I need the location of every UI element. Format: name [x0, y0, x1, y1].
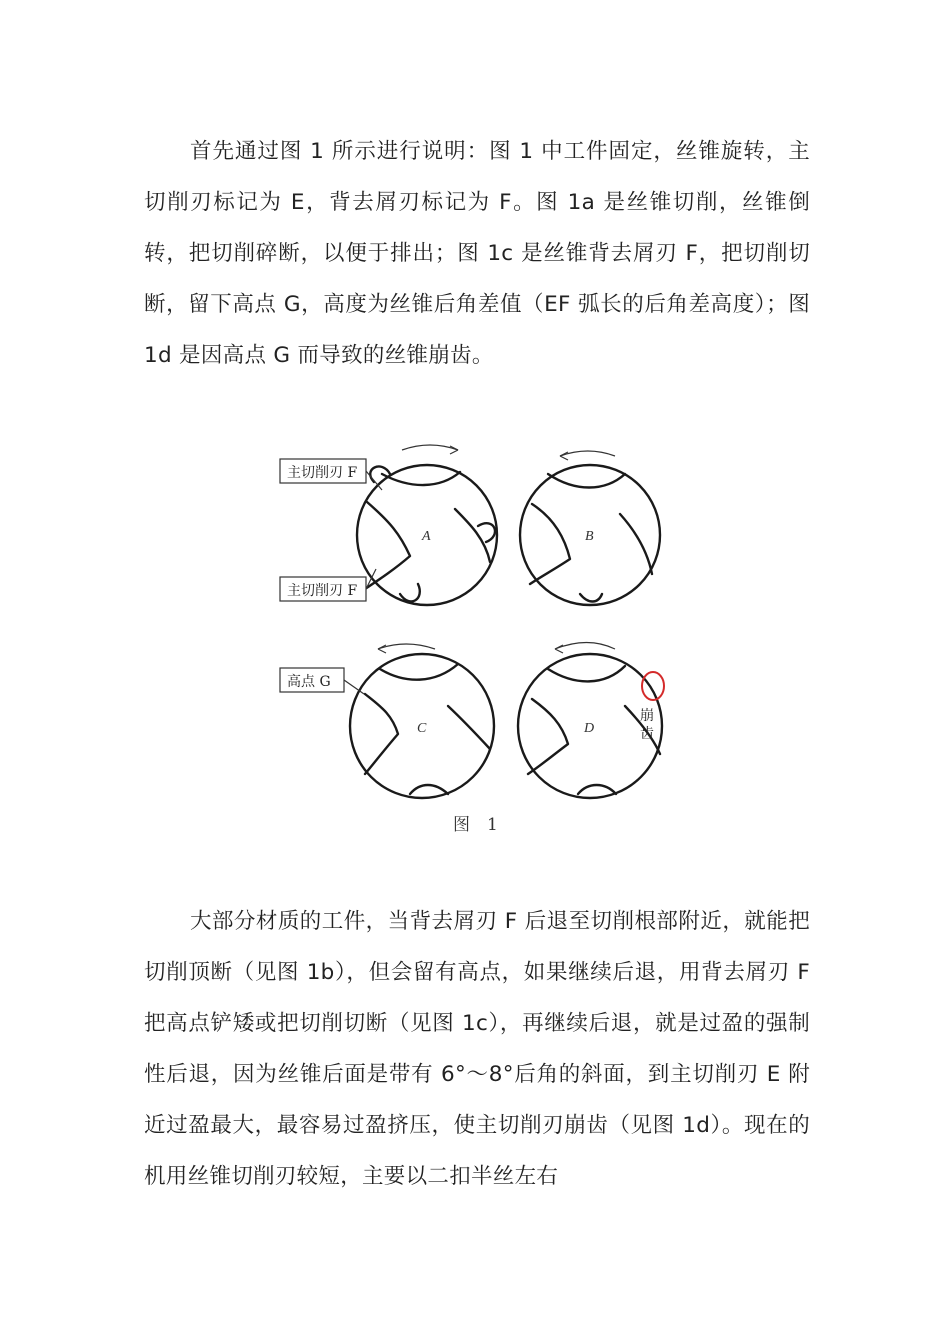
panel-c-rotation-arrow — [378, 644, 435, 649]
panel-b-letter: B — [585, 529, 594, 544]
callout-high-point — [280, 668, 364, 694]
panel-b-rotation-arrow — [560, 451, 615, 456]
panel-a-chip-3 — [400, 584, 420, 601]
panel-b — [520, 451, 660, 605]
panel-b-flute-1 — [530, 504, 570, 584]
paragraph-explanation: 大部分材质的工件，当背去屑刃 F 后退至切削根部附近，就能把切削顶断（见图 1b），但会留有高点，如果继续后退，用背去屑刃 F 把高点铲矮或把切削切断（见图 1c），再继续后退，就是过盈的强制性后退，因为丝锥后面是带有 6°～8°后角的斜面，到主切削刃 E 附近过盈最大，最容易过盈挤压，使主切削刃崩齿（见图 1d）。现在的机用丝锥切削刃较短，主要以二扣半丝左右 — [144, 909, 810, 1189]
panel-b-flute-4 — [580, 594, 602, 602]
panel-d-rotation-arrow — [555, 643, 615, 650]
chipping-label-1: 崩 — [640, 708, 654, 724]
panel-d-arrow-head — [555, 645, 563, 653]
panel-c-flute-4 — [410, 785, 448, 794]
svg-text:高点 G: 高点 G — [287, 674, 331, 690]
panel-c-letter: C — [417, 721, 427, 736]
callout-cutting-edge-top — [280, 459, 382, 490]
panel-a-rotation-arrow — [402, 445, 458, 450]
panel-c — [350, 644, 494, 798]
panel-d-flute-2 — [548, 666, 625, 681]
figure-1-tap-diagram — [270, 444, 690, 844]
panel-c-arrow-head — [378, 645, 386, 653]
svg-text:主切削刃 F: 主切削刃 F — [287, 583, 358, 599]
panel-a-letter: A — [422, 529, 431, 544]
figure-caption: 图 1 — [453, 815, 498, 835]
panel-b-flute-2 — [548, 474, 625, 488]
chipping-highlight-circle — [642, 672, 664, 700]
panel-d-flute-4 — [578, 785, 616, 794]
panel-c-flute-1 — [365, 694, 398, 774]
panel-d — [518, 643, 664, 799]
callout-cutting-edge-bottom — [280, 569, 376, 601]
panel-c-flute-2 — [380, 664, 458, 680]
paragraph-intro: 首先通过图 1 所示进行说明：图 1 中工件固定，丝锥旋转，主切削刃标记为 E，背去屑刃标记为 F。图 1a 是丝锥切削，丝锥倒转，把切削碎断，以便于排出；图 1c 是丝锥背去屑刃 F，把切削切断，留下高点 G，高度为丝锥后角差值（EF 弧长的后角差高度）；图 1d 是因高点 G 而导致的丝锥崩齿。 — [144, 139, 810, 368]
panel-a — [357, 445, 497, 605]
panel-a-flute — [365, 502, 410, 589]
panel-d-flute-1 — [528, 699, 568, 774]
svg-text:主切削刃 F: 主切削刃 F — [287, 465, 358, 481]
chipping-label-2: 齿 — [640, 726, 654, 742]
panel-b-arrow-head — [560, 452, 568, 460]
panel-a-arrow-head — [450, 446, 458, 454]
panel-c-flute-3 — [448, 706, 490, 749]
panel-d-letter: D — [584, 721, 595, 736]
panel-b-flute-3 — [620, 514, 652, 574]
panel-a-flute-3 — [455, 509, 490, 562]
